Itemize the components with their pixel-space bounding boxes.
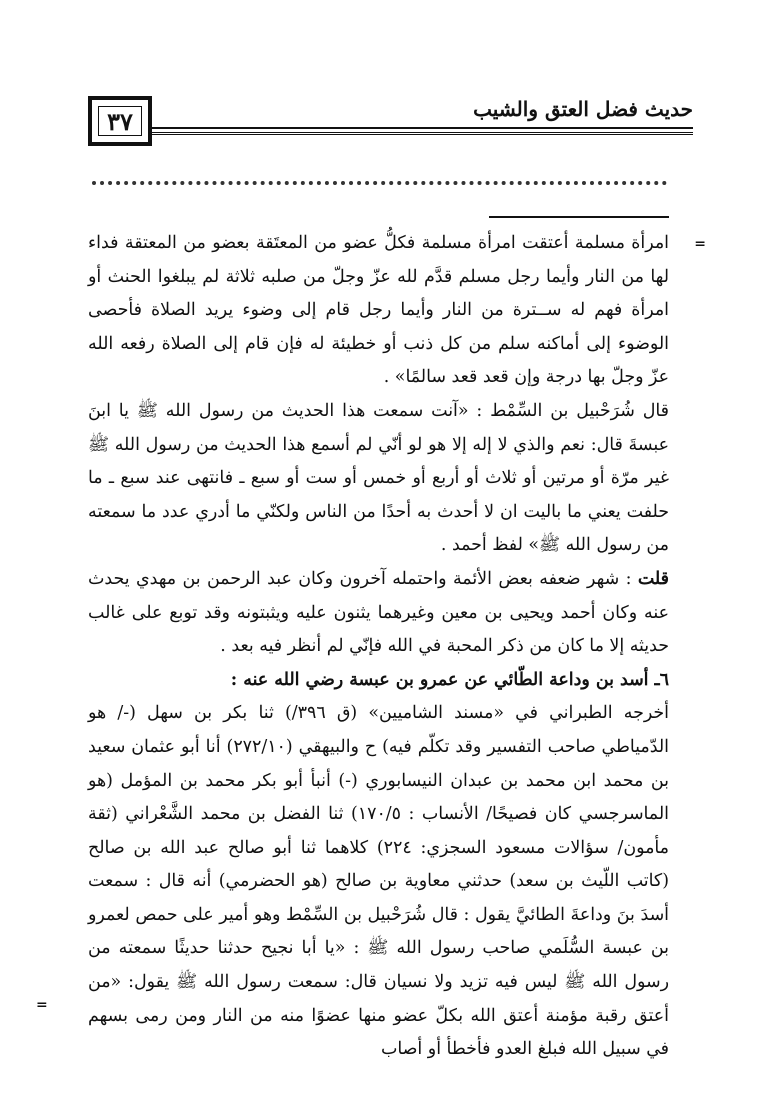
paragraph-shurahbil — [88, 395, 669, 563]
paragraph-lead: قلت — [637, 568, 669, 589]
body-text — [88, 227, 669, 1067]
running-title: حديث فضل العتق والشيب — [473, 97, 693, 121]
margin-mark-right: = — [694, 236, 705, 252]
paragraph-text: قال شُرَحْبيل بن السِّمْط : «آنت سمعت هذا الحديث من رسول الله ﷺ يا ابنَ عبسةَ قال: نعم والذي لا إله إلا هو لو أنّي لم أسمع هذا الحديث من رسول الله ﷺ غير مرّة أو مرتين أو ثلاث أو أربع أو خمس أو ست أو سبع ـ فانتهى عند سبع ـ ما حلفت يعني ما باليت ان لا أحدث به أحدًا من الناس ولكنّي ما أدري عدد ما سمعته من رسول الله ﷺ» لفظ أحمد . — [88, 400, 669, 556]
section-heading — [88, 664, 669, 698]
section-heading-text: ٦ـ أسد بن وداعة الطّائي عن عمرو بن عبسة رضي الله عنه : — [230, 669, 669, 690]
paragraph-hadith-text — [88, 227, 669, 395]
paragraph-text: امرأة مسلمة أعتقت امرأة مسلمة فكلُّ عضو من المعتَقة بعضو من المعتقة فداء لها من النار وأيما رجل مسلم قدَّم لله عزّ وجلّ من صلبه ثلاثة لم يبلغوا الحنث أو امرأة فهم له ســترة من النار وأيما رجل قام إلى وضوء يريد الصلاة فأحصى الوضوء إلى أماكنه سلم من كل ذنب أو خطيئة له فإن قام إلى الصلاة رفعه الله عزّ وجلّ بها درجة وإن قعد قعد سالمًا» . — [88, 233, 669, 388]
paragraph-text: أخرجه الطبراني في «مسند الشاميين» (ق ٣٩٦/) ثنا بكر بن سهل (-/ هو الدّمياطي صاحب التفسير وقد تكلّم فيه) ح والبيهقي (٢٧٢/١٠) أنا أبو عثمان سعيد بن محمد ابن محمد بن عبدان النيسابوري (-) أنبأ أبو بكر محمد بن المؤمل (هو الماسرجسي كان فصيحًا/ الأنساب : ١٧٠/٥) ثنا الفضل بن محمد الشَّعْراني (ثقة مأمون/ سؤالات مسعود السجزي: ٢٢٤) كلاهما ثنا أبو صالح عبد الله بن صالح (كاتب اللّيث بن سعد) حدثني معاوية بن صالح (هو الحضرمي) أنه قال : سمعت أسدَ بنَ وداعةَ الطائيَّ يقول : قال شُرَحْبيل بن السِّمْط وهو أمير على حمص لعمرو بن عبسة السُّلَمي صاحب رسول الله ﷺ : «يا أبا نجيح حدثنا حديثًا سمعته من رسول الله ﷺ ليس فيه تزيد ولا نسيان قال: سمعت رسول الله ﷺ يقول: «من أعتق رقبة مؤمنة أعتق الله بكلّ عضو منها عضوًا منه من النار ومن رمى بسهم في سبيل الله فبلغ العدو فأخطأ أو أصاب — [88, 703, 670, 1060]
page-number: ٣٧ — [88, 96, 152, 146]
paragraph-takhrij — [88, 697, 669, 1067]
continuation-rule — [489, 216, 669, 218]
paragraph-text: : شهر ضعفه بعض الأئمة واحتمله آخرون وكان عبد الرحمن بن مهدي يحدث عنه وكان أحمد ويحيى بن معين وغيرهما يثنون عليه ويثبتونه وقد توبع على غالب حديثه إلا ما كان من ذكر المحبة في الله فإنّي لم أنظر فيه بعد . — [88, 568, 669, 657]
header-rule — [152, 127, 693, 129]
margin-mark-left: = — [36, 997, 47, 1013]
dotted-separator — [92, 181, 667, 185]
header-double-rule — [152, 132, 693, 135]
paragraph-qultu — [88, 563, 669, 664]
